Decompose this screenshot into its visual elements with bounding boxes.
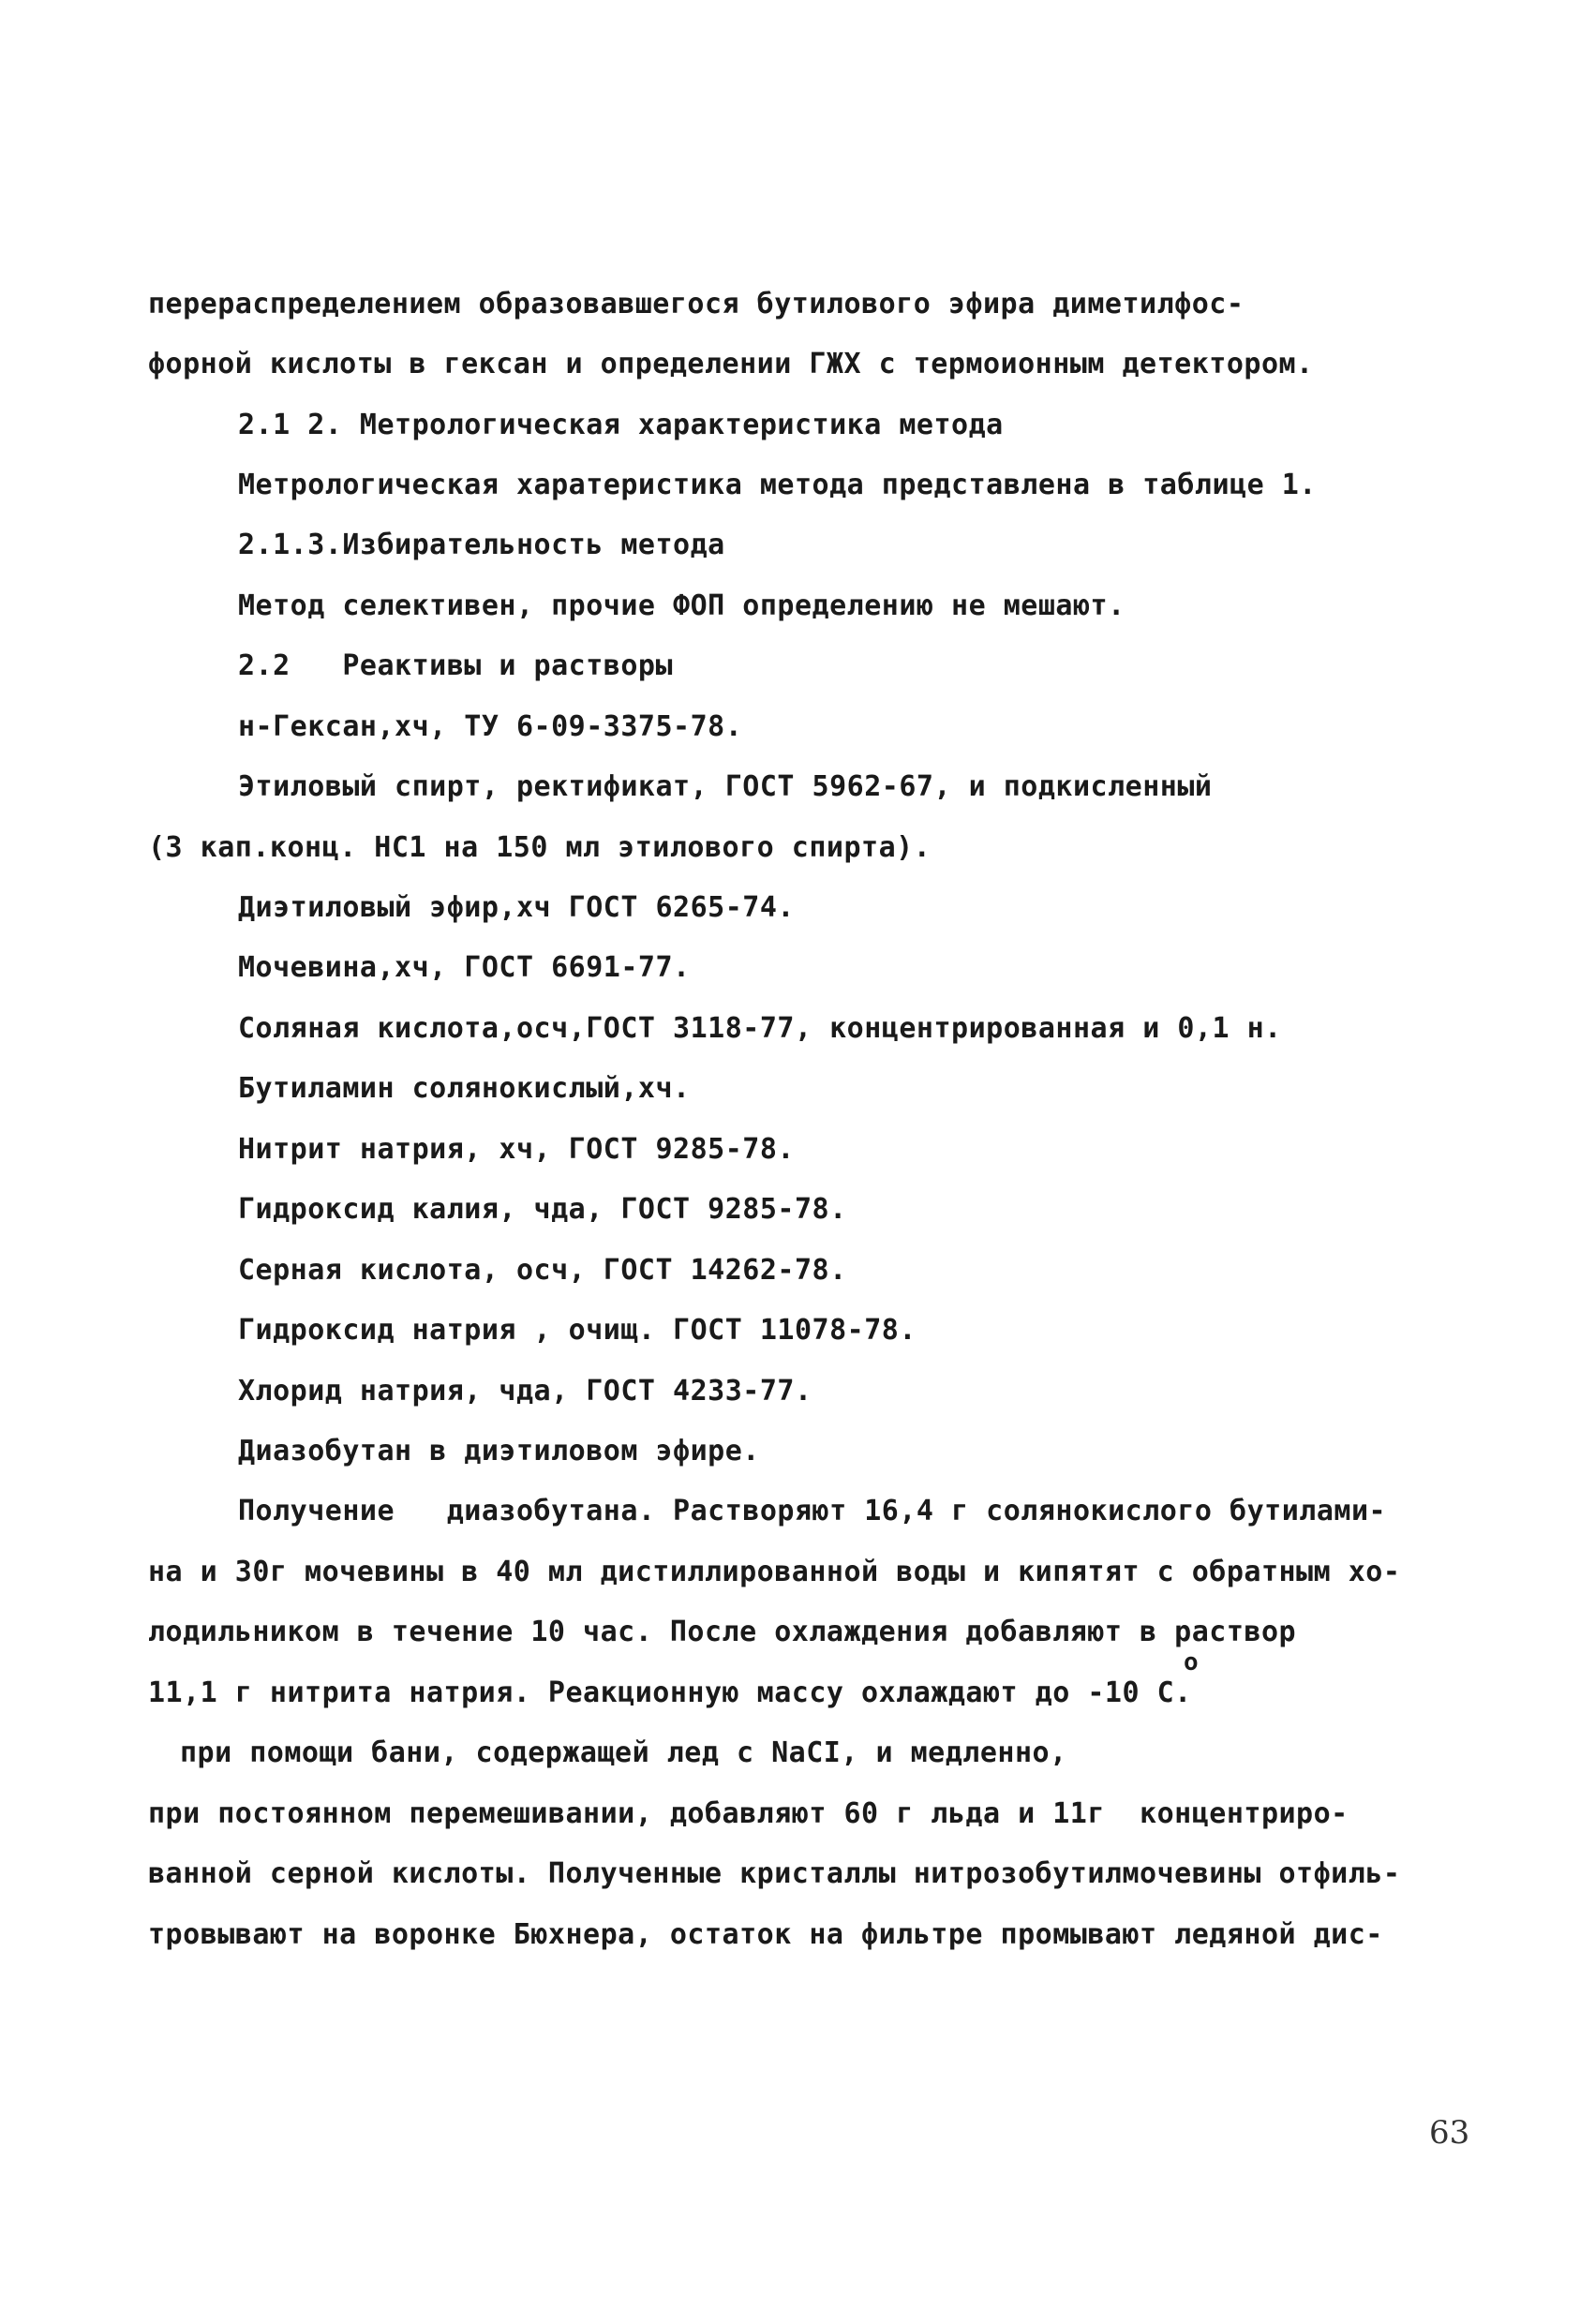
procedure-line-1: Получение диазобутана. Растворяют 16,4 г солянокислого бутилами- xyxy=(238,1495,1387,1527)
reagent-sodium-chloride: Хлорид натрия, чда, ГОСТ 4233-77. xyxy=(238,1375,812,1408)
section-heading-2-1-3: 2.1.3.Избирательность метода xyxy=(238,529,725,561)
procedure-line-5: при помощи бани, содержащей лед с NaCI, и медленно, xyxy=(180,1736,1067,1769)
reagent-diazobutane: Диазобутан в диэтиловом эфире. xyxy=(238,1435,760,1467)
reagent-sodium-hydroxide: Гидроксид натрия , очищ. ГОСТ 11078-78. xyxy=(238,1314,917,1347)
text-line-2: форной кислоты в гексан и определении ГЖХ с термоионным детектором. xyxy=(148,348,1314,380)
reagent-ethanol: Этиловый спирт, ректификат, ГОСТ 5962-67, и подкисленный xyxy=(238,770,1213,803)
text-line-1: перераспределением образовавшегося бутилового эфира диметилфос- xyxy=(148,288,1245,320)
reagent-hcl: Соляная кислота,осч,ГОСТ 3118-77, концентрированная и 0,1 н. xyxy=(238,1012,1282,1045)
degree-mark: о xyxy=(1184,1648,1199,1676)
reagent-sodium-nitrite: Нитрит натрия, хч, ГОСТ 9285-78. xyxy=(238,1133,795,1166)
section-heading-2-2: 2.2 Реактивы и растворы xyxy=(238,649,674,682)
reagent-diethyl-ether: Диэтиловый эфир,хч ГОСТ 6265-74. xyxy=(238,891,795,924)
reagent-ethanol-cont: (3 кап.конц. HC1 на 150 мл этилового спирта). xyxy=(148,831,932,864)
procedure-line-4: 11,1 г нитрита натрия. Реакционную массу охлаждают до -10 С. xyxy=(148,1676,1192,1709)
reagent-butylamine: Бутиламин солянокислый,хч. xyxy=(238,1072,691,1105)
text-line-6: Метод селективен, прочие ФОП определению не мешают. xyxy=(238,589,1125,622)
section-heading-2-1-2: 2.1 2. Метрологическая характеристика метода xyxy=(238,409,1004,441)
procedure-line-2: на и 30г мочевины в 40 мл дистиллированной воды и кипятят с обратным хо- xyxy=(148,1556,1401,1588)
procedure-line-6: при постоянном перемешивании, добавляют 60 г льда и 11г концентриро- xyxy=(148,1797,1349,1830)
text-line-4: Метрологическая харатеристика метода представлена в таблице 1. xyxy=(238,469,1317,501)
procedure-line-7: ванной серной кислоты. Полученные кристаллы нитрозобутилмочевины отфиль- xyxy=(148,1857,1401,1890)
page-number: 63 xyxy=(1429,2114,1470,2152)
reagent-potassium-hydroxide: Гидроксид калия, чда, ГОСТ 9285-78. xyxy=(238,1193,847,1226)
procedure-line-8: тровывают на воронке Бюхнера, остаток на фильтре промывают ледяной дис- xyxy=(148,1918,1383,1951)
procedure-line-3: лодильником в течение 10 час. После охлаждения добавляют в раствор xyxy=(148,1616,1297,1648)
reagent-urea: Мочевина,хч, ГОСТ 6691-77. xyxy=(238,951,691,984)
reagent-hexane: н-Гексан,хч, ТУ 6-09-3375-78. xyxy=(238,710,743,743)
reagent-sulfuric-acid: Серная кислота, осч, ГОСТ 14262-78. xyxy=(238,1254,847,1287)
